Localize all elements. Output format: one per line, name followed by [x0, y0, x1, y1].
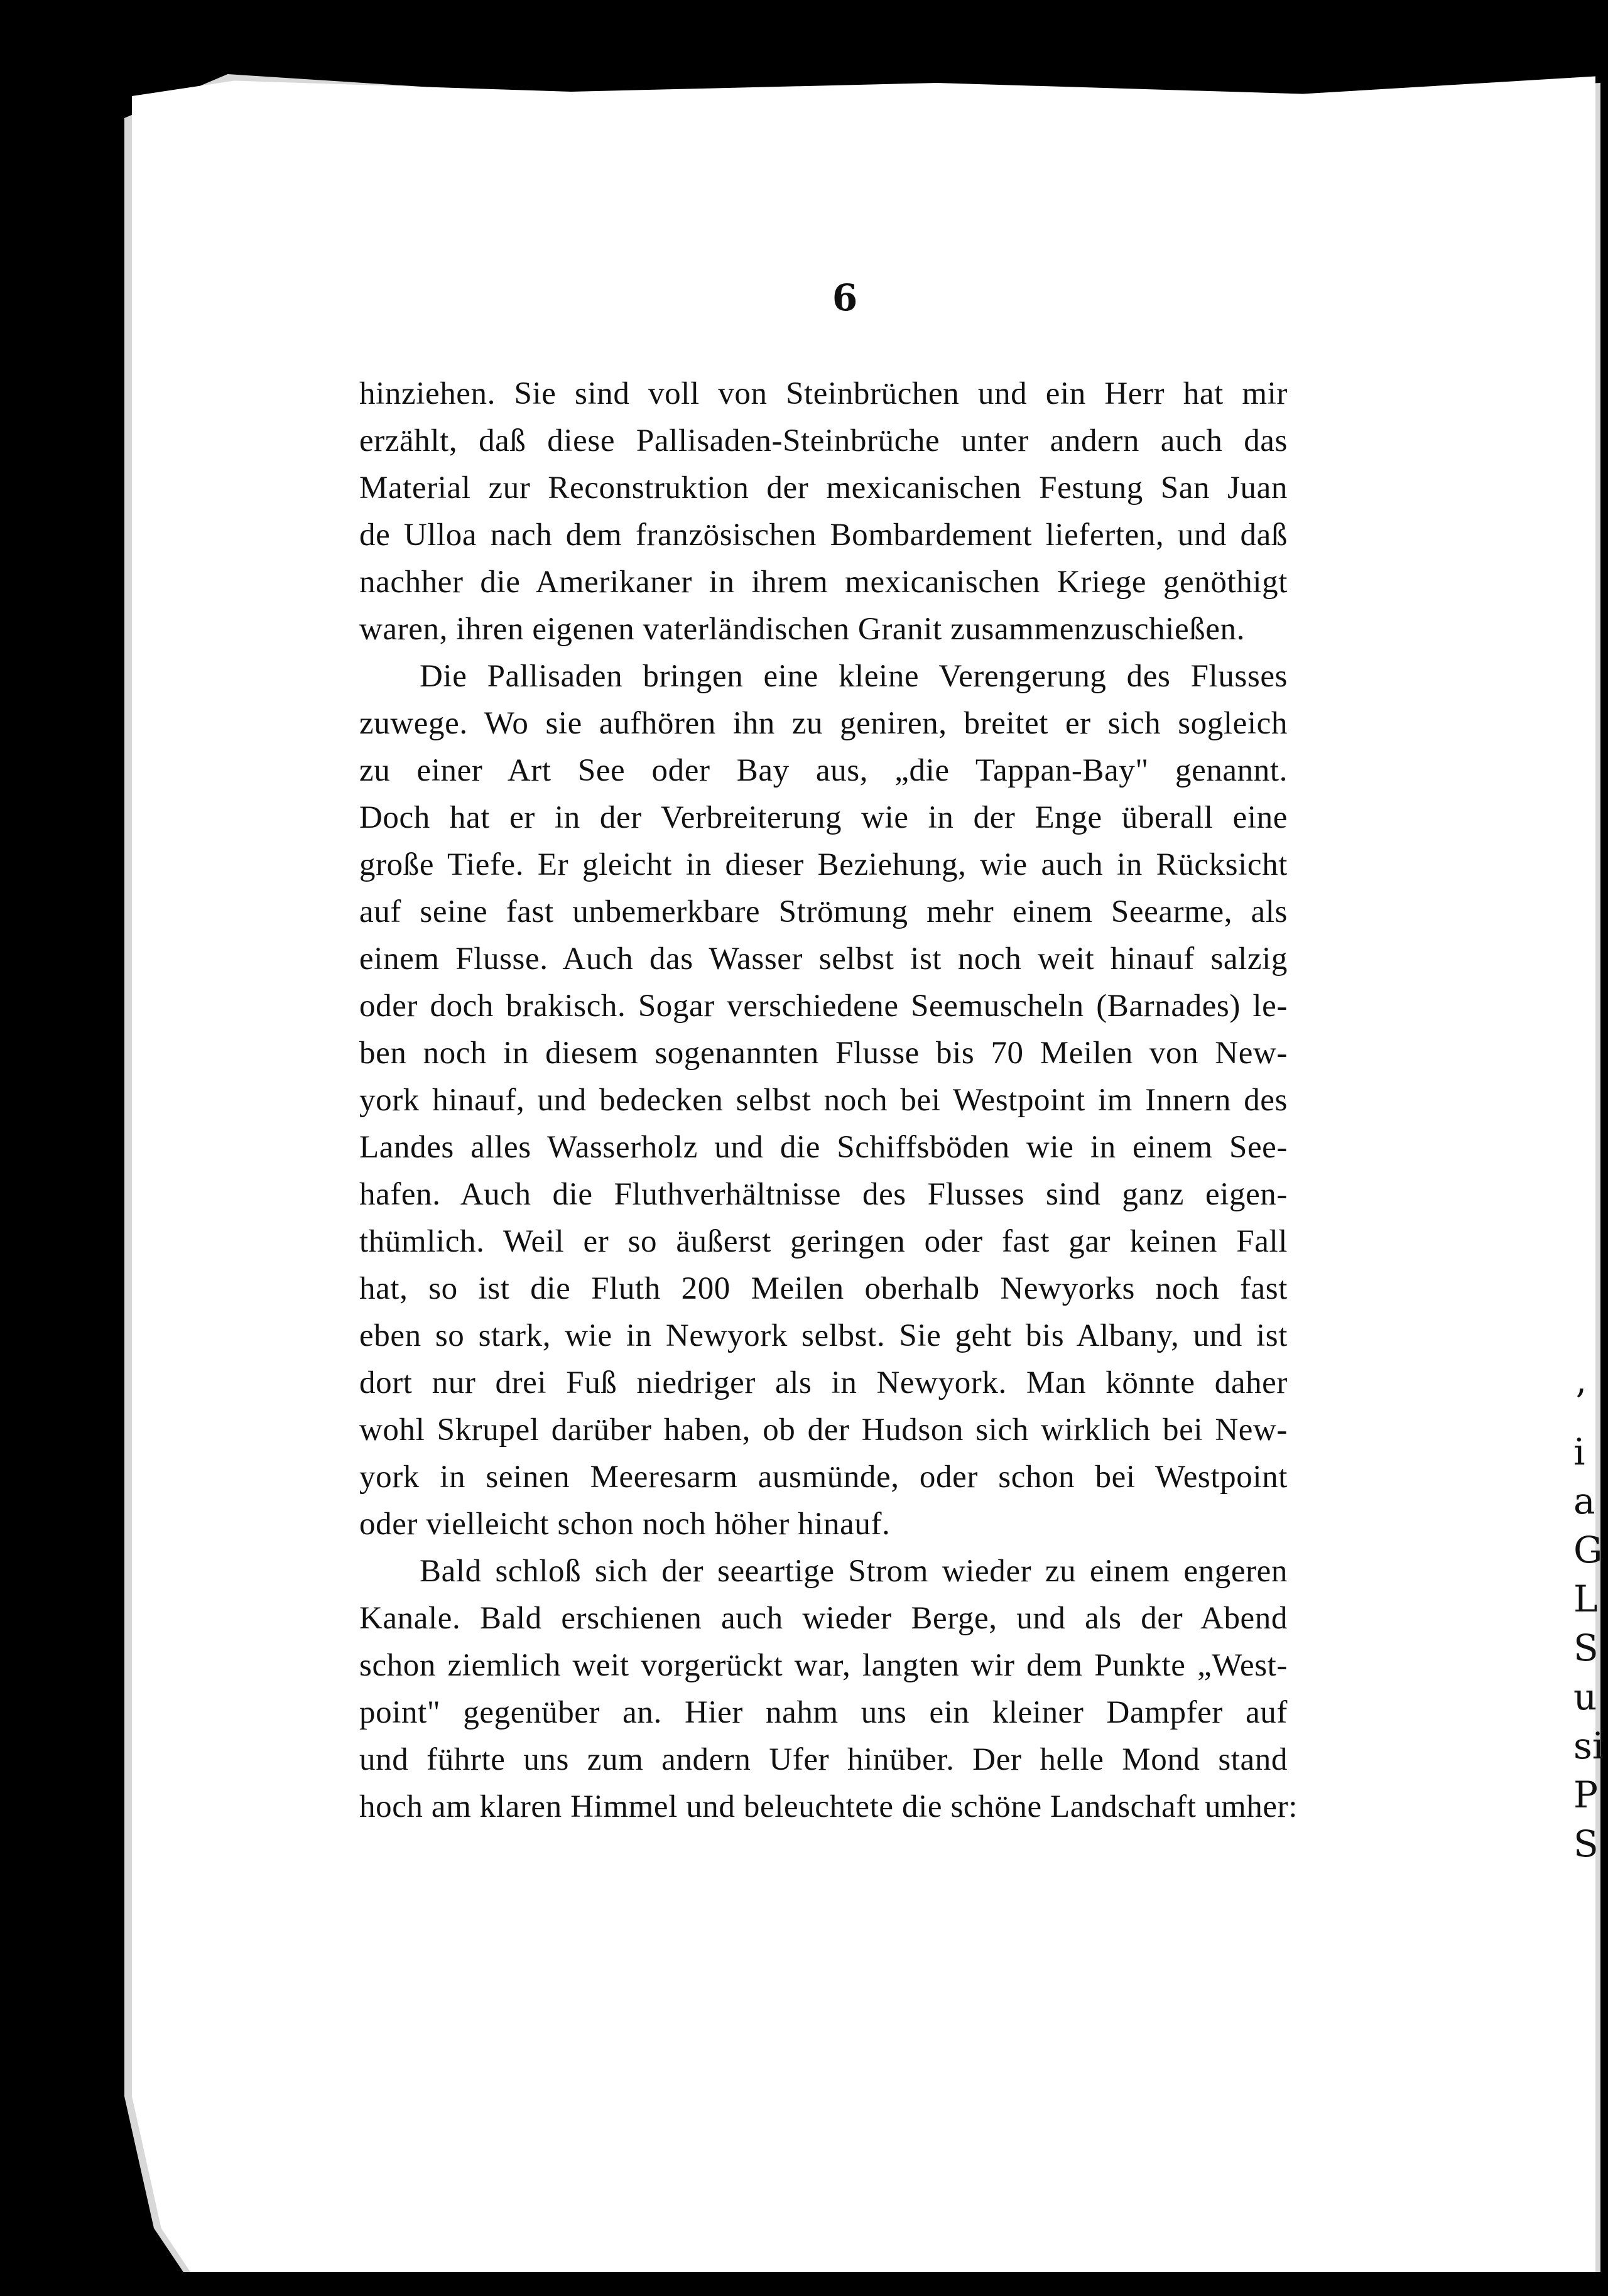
text-line: oder doch brakisch. Sogar verschiedene Seemuscheln (Barnades) le- [359, 988, 1288, 1024]
text-line: Material zur Reconstruktion der mexicanischen Festung San Juan [359, 470, 1288, 506]
text-line: de Ulloa nach dem französischen Bombardement lieferten, und daß [359, 517, 1288, 553]
text-line: und führte uns zum andern Ufer hinüber. Der helle Mond stand [359, 1742, 1288, 1777]
edge-letter: P [1573, 1773, 1599, 1816]
text-line: ben noch in diesem sogenannten Flusse bis 70 Meilen von New- [359, 1036, 1288, 1071]
text-line: Die Pallisaden bringen eine kleine Verengerung des Flusses [420, 659, 1288, 694]
edge-letter: G [1573, 1529, 1603, 1571]
text-line: einem Flusse. Auch das Wasser selbst ist noch weit hinauf salzig [359, 941, 1288, 977]
text-line: auf seine fast unbemerkbare Strömung mehr einem Seearme, als [359, 894, 1288, 929]
paragraph-3 [359, 1548, 1298, 1831]
edge-letter: S [1573, 1822, 1599, 1865]
text-line: erzählt, daß diese Pallisaden-Steinbrüche unter andern auch das [359, 423, 1288, 458]
text-line: Landes alles Wasserholz und die Schiffsböden wie in einem See- [359, 1130, 1288, 1165]
edge-letter: u [1573, 1676, 1597, 1718]
text-line: point" gegenüber an. Hier nahm uns ein kleiner Dampfer auf [359, 1695, 1288, 1730]
text-line: zu einer Art See oder Bay aus, „die Tappan-Bay" genannt. [359, 753, 1288, 788]
text-line: thümlich. Weil er so äußerst geringen oder fast gar keinen Fall [359, 1224, 1288, 1259]
edge-letter: si [1573, 1725, 1604, 1767]
text-line: dort nur drei Fuß niedriger als in Newyork. Man könnte daher [359, 1365, 1288, 1400]
text-line: nachher die Amerikaner in ihrem mexicanischen Kriege genöthigt [359, 565, 1288, 600]
text-line: große Tiefe. Er gleicht in dieser Beziehung, wie auch in Rücksicht [359, 847, 1288, 882]
paragraph-2 [359, 653, 1288, 1548]
text-line: hoch am klaren Himmel und beleuchtete die schöne Landschaft umher: [359, 1789, 1298, 1824]
text-line: Kanale. Bald erschienen auch wieder Berge, und als der Abend [359, 1601, 1288, 1636]
edge-letter: a [1573, 1480, 1595, 1522]
text-line: wohl Skrupel darüber haben, ob der Hudson sich wirklich bei New- [359, 1412, 1288, 1448]
edge-letter: ʼ [1573, 1382, 1585, 1424]
text-line: waren, ihren eigenen vaterländischen Granit zusammenzuschießen. [359, 612, 1245, 647]
next-page-edge-letters [1573, 1378, 1608, 1868]
text-line: york hinauf, und bedecken selbst noch bei Westpoint im Innern des [359, 1083, 1288, 1118]
text-line: hat, so ist die Fluth 200 Meilen oberhalb Newyorks noch fast [359, 1271, 1288, 1306]
page-body-text [359, 371, 1298, 1831]
text-line: Doch hat er in der Verbreiterung wie in der Enge überall eine [359, 800, 1288, 835]
text-line: eben so stark, wie in Newyork selbst. Sie geht bis Albany, und ist [359, 1318, 1288, 1353]
text-line: zuwege. Wo sie aufhören ihn zu geniren, breitet er sich sogleich [359, 706, 1288, 741]
page-number: 6 [832, 276, 858, 319]
edge-letter: i [1573, 1431, 1585, 1473]
text-line: hinziehen. Sie sind voll von Steinbrüchen und ein Herr hat mir [359, 376, 1288, 411]
edge-letter: S [1573, 1627, 1599, 1669]
text-line: oder vielleicht schon noch höher hinauf. [359, 1507, 891, 1542]
paragraph-1 [359, 371, 1288, 653]
text-line: schon ziemlich weit vorgerückt war, langten wir dem Punkte „West- [359, 1648, 1288, 1683]
text-line: Bald schloß sich der seeartige Strom wieder zu einem engeren [420, 1554, 1288, 1589]
text-line: hafen. Auch die Fluthverhältnisse des Flusses sind ganz eigen- [359, 1177, 1288, 1212]
edge-letter: L [1573, 1578, 1598, 1620]
text-line: york in seinen Meeresarm ausmünde, oder schon bei Westpoint [359, 1459, 1288, 1495]
